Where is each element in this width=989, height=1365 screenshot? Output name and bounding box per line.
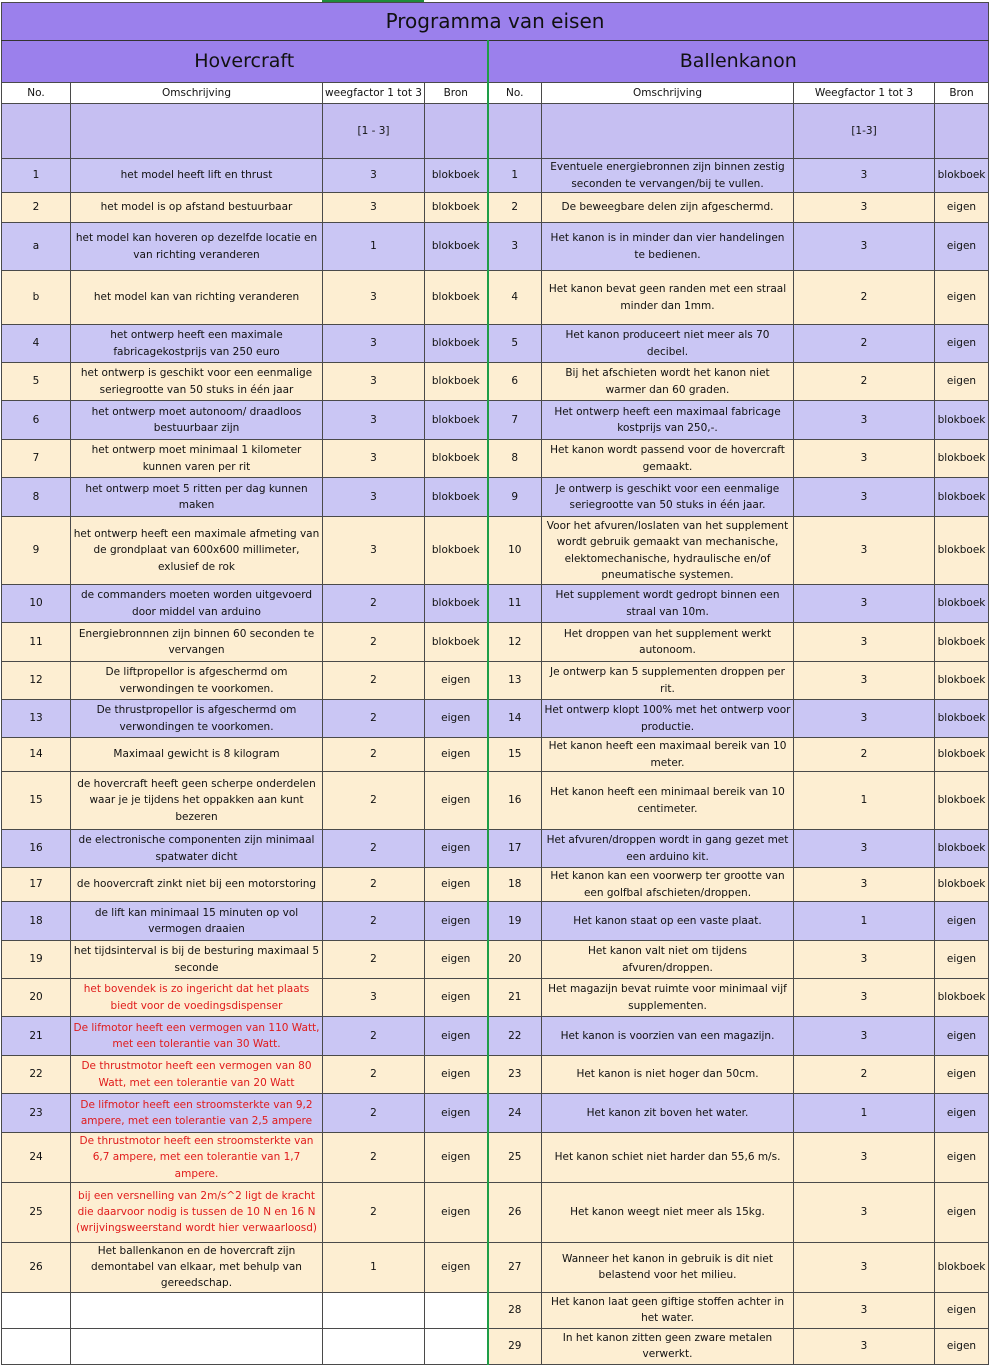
requirement-number: 2 (488, 193, 542, 223)
requirement-description: de hovercraft heeft geen scherpe onderdelen waar je je tijdens het oppakken aan kunt bezeren (71, 772, 323, 830)
requirement-description: het ontwerp heeft een maximale afmeting van de grondplaat van 600x600 millimeter, exlusief de rok (71, 517, 323, 585)
requirement-description: Het supplement wordt gedropt binnen een straal van 10m. (542, 585, 794, 623)
subheader-cell (542, 104, 794, 159)
requirement-source: eigen (935, 1292, 989, 1328)
table-row (2, 902, 989, 941)
requirement-number: 21 (2, 1017, 71, 1056)
requirement-source (425, 1292, 488, 1328)
weight-factor: 3 (794, 623, 935, 662)
requirement-description: Wanneer het kanon in gebruik is dit niet belastend voor het milieu. (542, 1242, 794, 1292)
requirement-description: het ontwerp heeft een maximale fabricagekostprijs van 250 euro (71, 325, 323, 363)
table-row (2, 830, 989, 868)
weight-factor: 1 (794, 1094, 935, 1133)
weight-factor: 2 (323, 1094, 425, 1133)
requirement-number: 26 (2, 1242, 71, 1292)
table-row (2, 1292, 989, 1328)
requirement-description: De lifmotor heeft een stroomsterkte van 9,2 ampere, met een tolerantie van 2,5 ampere (71, 1094, 323, 1133)
page-title: Programma van eisen (2, 3, 989, 41)
table-row (2, 223, 989, 271)
requirement-source: blokboek (935, 738, 989, 772)
requirement-description: De thrustmotor heeft een vermogen van 80 Watt, met een tolerantie van 20 Watt (71, 1056, 323, 1094)
weight-factor: 3 (794, 1328, 935, 1364)
requirement-source: blokboek (935, 1242, 989, 1292)
requirement-description: De beweegbare delen zijn afgeschermd. (542, 193, 794, 223)
weight-factor: 2 (323, 868, 425, 902)
requirement-number: 24 (2, 1133, 71, 1183)
requirement-description: Voor het afvuren/loslaten van het supplement wordt gebruik gemaakt van mechanische, elektomechanische, hydraulische en/of pneumatische systemen. (542, 517, 794, 585)
requirement-description: Het kanon heeft een minimaal bereik van 10 centimeter. (542, 772, 794, 830)
requirement-number: 22 (488, 1017, 542, 1056)
requirement-number: b (2, 271, 71, 325)
section-ballenkanon: Ballenkanon (488, 41, 989, 83)
weight-factor: 2 (323, 772, 425, 830)
subheader-cell (71, 104, 323, 159)
requirement-description: het ontwerp moet 5 ritten per dag kunnen maken (71, 478, 323, 517)
requirement-number: 21 (488, 979, 542, 1017)
requirement-source: blokboek (425, 517, 488, 585)
requirement-number: 7 (488, 401, 542, 440)
requirement-source: blokboek (935, 830, 989, 868)
weight-factor: 3 (794, 478, 935, 517)
requirement-description: Het kanon is niet hoger dan 50cm. (542, 1056, 794, 1094)
requirement-description: Het kanon is in minder dan vier handelingen te bedienen. (542, 223, 794, 271)
requirement-source: eigen (935, 271, 989, 325)
requirement-source: eigen (425, 1094, 488, 1133)
requirement-source: blokboek (935, 662, 989, 700)
requirement-source: blokboek (425, 623, 488, 662)
requirement-description: Je ontwerp kan 5 supplementen droppen per rit. (542, 662, 794, 700)
requirement-source: blokboek (935, 159, 989, 193)
weight-factor: 1 (323, 223, 425, 271)
requirement-description: het model kan hoveren op dezelfde locatie en van richting veranderen (71, 223, 323, 271)
requirement-number: 1 (488, 159, 542, 193)
weight-factor (323, 1292, 425, 1328)
requirement-description: De thrustmotor heeft een stroomsterkte van 6,7 ampere, met een tolerantie van 1,7 ampere. (71, 1133, 323, 1183)
requirement-number: 26 (488, 1182, 542, 1242)
requirement-description: Het kanon staat op een vaste plaat. (542, 902, 794, 941)
requirement-number: 5 (488, 325, 542, 363)
requirement-description: Het kanon produceert niet meer als 70 decibel. (542, 325, 794, 363)
table-row (2, 1182, 989, 1242)
col-header-weegfactor: Weegfactor 1 tot 3 (794, 83, 935, 104)
requirement-source: blokboek (935, 440, 989, 478)
table-row (2, 662, 989, 700)
requirement-source: eigen (935, 1056, 989, 1094)
weight-factor: 3 (794, 1292, 935, 1328)
weight-factor: 2 (794, 271, 935, 325)
requirement-number: 3 (488, 223, 542, 271)
requirement-description (71, 1328, 323, 1364)
table-row (2, 401, 989, 440)
requirement-number: 14 (488, 700, 542, 738)
subheader-cell (488, 104, 542, 159)
requirement-description: De liftpropellor is afgeschermd om verwondingen te voorkomen. (71, 662, 323, 700)
requirement-source: eigen (935, 941, 989, 979)
requirement-number: 8 (488, 440, 542, 478)
requirement-number: 14 (2, 738, 71, 772)
requirement-number: 8 (2, 478, 71, 517)
table-row (2, 1056, 989, 1094)
weight-factor: 3 (794, 1133, 935, 1183)
weight-factor: 3 (794, 159, 935, 193)
weight-factor: 3 (794, 941, 935, 979)
weight-factor: 2 (323, 1182, 425, 1242)
requirement-description: het model heeft lift en thrust (71, 159, 323, 193)
requirement-source: eigen (425, 830, 488, 868)
table-row (2, 623, 989, 662)
requirement-number: 17 (488, 830, 542, 868)
requirement-number: 28 (488, 1292, 542, 1328)
requirement-number: 11 (488, 585, 542, 623)
weight-factor: 3 (794, 1017, 935, 1056)
col-header-bron: Bron (425, 83, 488, 104)
requirement-description: het ontwerp moet minimaal 1 kilometer kunnen varen per rit (71, 440, 323, 478)
weight-factor: 2 (323, 738, 425, 772)
requirement-description: het bovendek is zo ingericht dat het plaats biedt voor de voedingsdispenser (71, 979, 323, 1017)
requirement-description: Het kanon schiet niet harder dan 55,6 m/s. (542, 1133, 794, 1183)
requirement-source: eigen (935, 1017, 989, 1056)
requirement-number: 23 (488, 1056, 542, 1094)
requirement-number: 13 (488, 662, 542, 700)
requirement-source: blokboek (935, 517, 989, 585)
requirement-number: 10 (2, 585, 71, 623)
requirement-number: 15 (488, 738, 542, 772)
subheader-cell (2, 104, 71, 159)
table-row (2, 700, 989, 738)
requirement-description: Het afvuren/droppen wordt in gang gezet met een arduino kit. (542, 830, 794, 868)
requirement-number: 19 (488, 902, 542, 941)
table-row (2, 1328, 989, 1364)
requirement-number: 20 (488, 941, 542, 979)
weight-factor: 3 (323, 363, 425, 401)
requirement-description (71, 1292, 323, 1328)
requirement-number: 18 (2, 902, 71, 941)
weight-factor: 1 (794, 902, 935, 941)
requirement-source: blokboek (935, 623, 989, 662)
requirement-source: eigen (935, 1328, 989, 1364)
requirement-source: blokboek (425, 401, 488, 440)
requirement-source: eigen (935, 363, 989, 401)
requirement-description: De thrustpropellor is afgeschermd om verwondingen te voorkomen. (71, 700, 323, 738)
requirement-description: Eventuele energiebronnen zijn binnen zestig seconden te vervangen/bij te vullen. (542, 159, 794, 193)
table-row (2, 517, 989, 585)
requirement-description: Bij het afschieten wordt het kanon niet warmer dan 60 graden. (542, 363, 794, 401)
requirement-description: Maximaal gewicht is 8 kilogram (71, 738, 323, 772)
requirement-source: blokboek (935, 772, 989, 830)
requirement-source: blokboek (425, 363, 488, 401)
requirement-number: 23 (2, 1094, 71, 1133)
weight-factor: 3 (323, 979, 425, 1017)
requirement-source: blokboek (425, 440, 488, 478)
requirement-number: 12 (2, 662, 71, 700)
weight-factor: 2 (323, 902, 425, 941)
weight-factor: 2 (323, 585, 425, 623)
requirement-description: de hoovercraft zinkt niet bij een motorstoring (71, 868, 323, 902)
requirement-number (2, 1328, 71, 1364)
requirement-source: eigen (425, 700, 488, 738)
table-row (2, 440, 989, 478)
weight-factor: 3 (323, 159, 425, 193)
weight-factor: 3 (794, 401, 935, 440)
requirement-description: Het kanon laat geen giftige stoffen achter in het water. (542, 1292, 794, 1328)
table-row (2, 159, 989, 193)
requirement-number: 6 (488, 363, 542, 401)
section-hovercraft: Hovercraft (2, 41, 488, 83)
requirement-number: 12 (488, 623, 542, 662)
requirement-number: 25 (2, 1182, 71, 1242)
requirement-source: eigen (425, 1242, 488, 1292)
table-row (2, 193, 989, 223)
requirement-description: Het kanon bevat geen randen met een straal minder dan 1mm. (542, 271, 794, 325)
col-header-no: No. (488, 83, 542, 104)
requirement-number: 5 (2, 363, 71, 401)
requirement-source: blokboek (935, 401, 989, 440)
table-row (2, 1133, 989, 1183)
requirement-description: het ontwerp moet autonoom/ draadloos bestuurbaar zijn (71, 401, 323, 440)
requirement-description: de commanders moeten worden uitgevoerd door middel van arduino (71, 585, 323, 623)
col-header-omschrijving: Omschrijving (71, 83, 323, 104)
table-row (2, 1094, 989, 1133)
requirement-source: blokboek (425, 478, 488, 517)
requirement-number: 7 (2, 440, 71, 478)
col-header-no: No. (2, 83, 71, 104)
weight-factor: 2 (323, 941, 425, 979)
col-header-weegfactor: weegfactor 1 tot 3 (323, 83, 425, 104)
requirement-source: blokboek (425, 325, 488, 363)
weight-factor: 1 (323, 1242, 425, 1292)
requirement-number: 16 (2, 830, 71, 868)
requirement-description: het tijdsinterval is bij de besturing maximaal 5 seconde (71, 941, 323, 979)
requirement-number: 9 (488, 478, 542, 517)
weight-factor: 3 (794, 662, 935, 700)
requirement-description: Het ballenkanon en de hovercraft zijn demontabel van elkaar, met behulp van gereedschap. (71, 1242, 323, 1292)
requirement-description: Het kanon is voorzien van een magazijn. (542, 1017, 794, 1056)
table-row (2, 325, 989, 363)
requirement-number: 6 (2, 401, 71, 440)
table-row (2, 738, 989, 772)
requirement-number: a (2, 223, 71, 271)
requirement-source: eigen (425, 1056, 488, 1094)
weight-factor: 3 (794, 440, 935, 478)
requirement-source: eigen (935, 1182, 989, 1242)
weight-factor: 3 (794, 700, 935, 738)
weight-factor: 2 (323, 623, 425, 662)
weight-factor: 2 (323, 662, 425, 700)
requirement-description: Het kanon weegt niet meer als 15kg. (542, 1182, 794, 1242)
requirement-number: 17 (2, 868, 71, 902)
requirement-number: 10 (488, 517, 542, 585)
requirement-description: de electronische componenten zijn minimaal spatwater dicht (71, 830, 323, 868)
requirement-description: Het kanon wordt passend voor de hovercraft gemaakt. (542, 440, 794, 478)
requirement-source: eigen (425, 941, 488, 979)
requirement-number: 27 (488, 1242, 542, 1292)
requirement-description: Het droppen van het supplement werkt autonoom. (542, 623, 794, 662)
requirement-description: Het kanon heeft een maximaal bereik van 10 meter. (542, 738, 794, 772)
table-row (2, 1242, 989, 1292)
requirement-number: 18 (488, 868, 542, 902)
requirement-source: blokboek (425, 159, 488, 193)
requirement-source: eigen (935, 1133, 989, 1183)
requirement-description: Het ontwerp heeft een maximaal fabricage kostprijs van 250,-. (542, 401, 794, 440)
weight-factor: 3 (323, 440, 425, 478)
requirement-number: 9 (2, 517, 71, 585)
requirement-number: 2 (2, 193, 71, 223)
requirement-description: de lift kan minimaal 15 minuten op vol vermogen draaien (71, 902, 323, 941)
weight-factor: 3 (794, 585, 935, 623)
requirement-source: eigen (935, 325, 989, 363)
requirement-description: het model is op afstand bestuurbaar (71, 193, 323, 223)
requirement-source: blokboek (935, 585, 989, 623)
requirement-description: Het ontwerp klopt 100% met het ontwerp voor productie. (542, 700, 794, 738)
requirement-description: het ontwerp is geschikt voor een eenmalige seriegrootte van 50 stuks in één jaar (71, 363, 323, 401)
table-row (2, 941, 989, 979)
requirement-number: 1 (2, 159, 71, 193)
weight-factor: 3 (323, 401, 425, 440)
weight-factor: 2 (323, 1017, 425, 1056)
requirement-source: blokboek (935, 979, 989, 1017)
weight-factor: 2 (794, 363, 935, 401)
requirement-source: blokboek (425, 271, 488, 325)
requirement-source: eigen (935, 902, 989, 941)
weight-factor: 3 (794, 193, 935, 223)
requirement-number: 13 (2, 700, 71, 738)
weight-factor: 2 (794, 325, 935, 363)
requirement-source: eigen (425, 979, 488, 1017)
requirement-description: Het magazijn bevat ruimte voor minimaal vijf supplementen. (542, 979, 794, 1017)
col-header-bron: Bron (935, 83, 989, 104)
requirement-description: bij een versnelling van 2m/s^2 ligt de kracht die daarvoor nodig is tussen de 10 N en 16 N (wrijvingsweerstand wordt hier verwaarloosd) (71, 1182, 323, 1242)
requirement-number: 24 (488, 1094, 542, 1133)
requirement-number: 16 (488, 772, 542, 830)
requirement-source: eigen (425, 902, 488, 941)
subheader-cell (935, 104, 989, 159)
weight-factor: 2 (323, 1133, 425, 1183)
col-header-omschrijving: Omschrijving (542, 83, 794, 104)
requirement-source: blokboek (425, 585, 488, 623)
requirement-description: het model kan van richting veranderen (71, 271, 323, 325)
requirement-description: Het kanon valt niet om tijdens afvuren/droppen. (542, 941, 794, 979)
weight-factor: 2 (323, 830, 425, 868)
weight-factor: 3 (323, 478, 425, 517)
requirement-description: In het kanon zitten geen zware metalen verwerkt. (542, 1328, 794, 1364)
weight-factor: 3 (323, 517, 425, 585)
requirement-description: Je ontwerp is geschikt voor een eenmalige seriegrootte van 50 stuks in één jaar. (542, 478, 794, 517)
weight-factor: 3 (794, 868, 935, 902)
weight-factor: 3 (794, 517, 935, 585)
weight-factor: 1 (794, 772, 935, 830)
requirement-source: eigen (425, 868, 488, 902)
weight-factor: 2 (794, 738, 935, 772)
weight-range: [1-3] (794, 104, 935, 159)
weight-factor: 3 (794, 1182, 935, 1242)
table-row (2, 585, 989, 623)
weight-factor: 3 (794, 223, 935, 271)
requirement-source: eigen (425, 662, 488, 700)
table-row (2, 868, 989, 902)
weight-factor (323, 1328, 425, 1364)
requirement-source: eigen (425, 1182, 488, 1242)
requirement-number: 29 (488, 1328, 542, 1364)
requirement-number: 15 (2, 772, 71, 830)
requirement-number: 11 (2, 623, 71, 662)
weight-factor: 3 (323, 271, 425, 325)
weight-factor: 3 (794, 830, 935, 868)
requirement-source: eigen (425, 1133, 488, 1183)
requirement-source: blokboek (425, 223, 488, 271)
requirement-number (2, 1292, 71, 1328)
requirement-number: 19 (2, 941, 71, 979)
requirement-source: eigen (425, 738, 488, 772)
weight-factor: 3 (323, 325, 425, 363)
requirement-number: 4 (2, 325, 71, 363)
table-row (2, 979, 989, 1017)
requirement-description: Het kanon zit boven het water. (542, 1094, 794, 1133)
requirement-number: 4 (488, 271, 542, 325)
requirements-table (1, 2, 989, 1365)
weight-factor: 2 (323, 700, 425, 738)
requirement-number: 20 (2, 979, 71, 1017)
requirement-source: eigen (935, 1094, 989, 1133)
table-row (2, 271, 989, 325)
requirement-source: blokboek (935, 478, 989, 517)
requirement-number: 22 (2, 1056, 71, 1094)
requirement-number: 25 (488, 1133, 542, 1183)
requirement-source: eigen (425, 1017, 488, 1056)
requirement-source: eigen (425, 772, 488, 830)
requirement-description: Het kanon kan een voorwerp ter grootte van een golfbal afschieten/droppen. (542, 868, 794, 902)
weight-factor: 2 (323, 1056, 425, 1094)
subheader-cell (425, 104, 488, 159)
table-row (2, 772, 989, 830)
requirement-source: blokboek (935, 700, 989, 738)
table-row (2, 1017, 989, 1056)
weight-factor: 3 (794, 1242, 935, 1292)
requirement-source: eigen (935, 193, 989, 223)
requirement-description: Energiebronnnen zijn binnen 60 seconden te vervangen (71, 623, 323, 662)
table-row (2, 478, 989, 517)
table-row (2, 363, 989, 401)
requirement-description: De lifmotor heeft een vermogen van 110 Watt, met een tolerantie van 30 Watt. (71, 1017, 323, 1056)
requirement-source: eigen (935, 223, 989, 271)
requirement-source: blokboek (935, 868, 989, 902)
weight-range: [1 - 3] (323, 104, 425, 159)
weight-factor: 3 (323, 193, 425, 223)
weight-factor: 3 (794, 979, 935, 1017)
weight-factor: 2 (794, 1056, 935, 1094)
requirement-source (425, 1328, 488, 1364)
requirement-source: blokboek (425, 193, 488, 223)
